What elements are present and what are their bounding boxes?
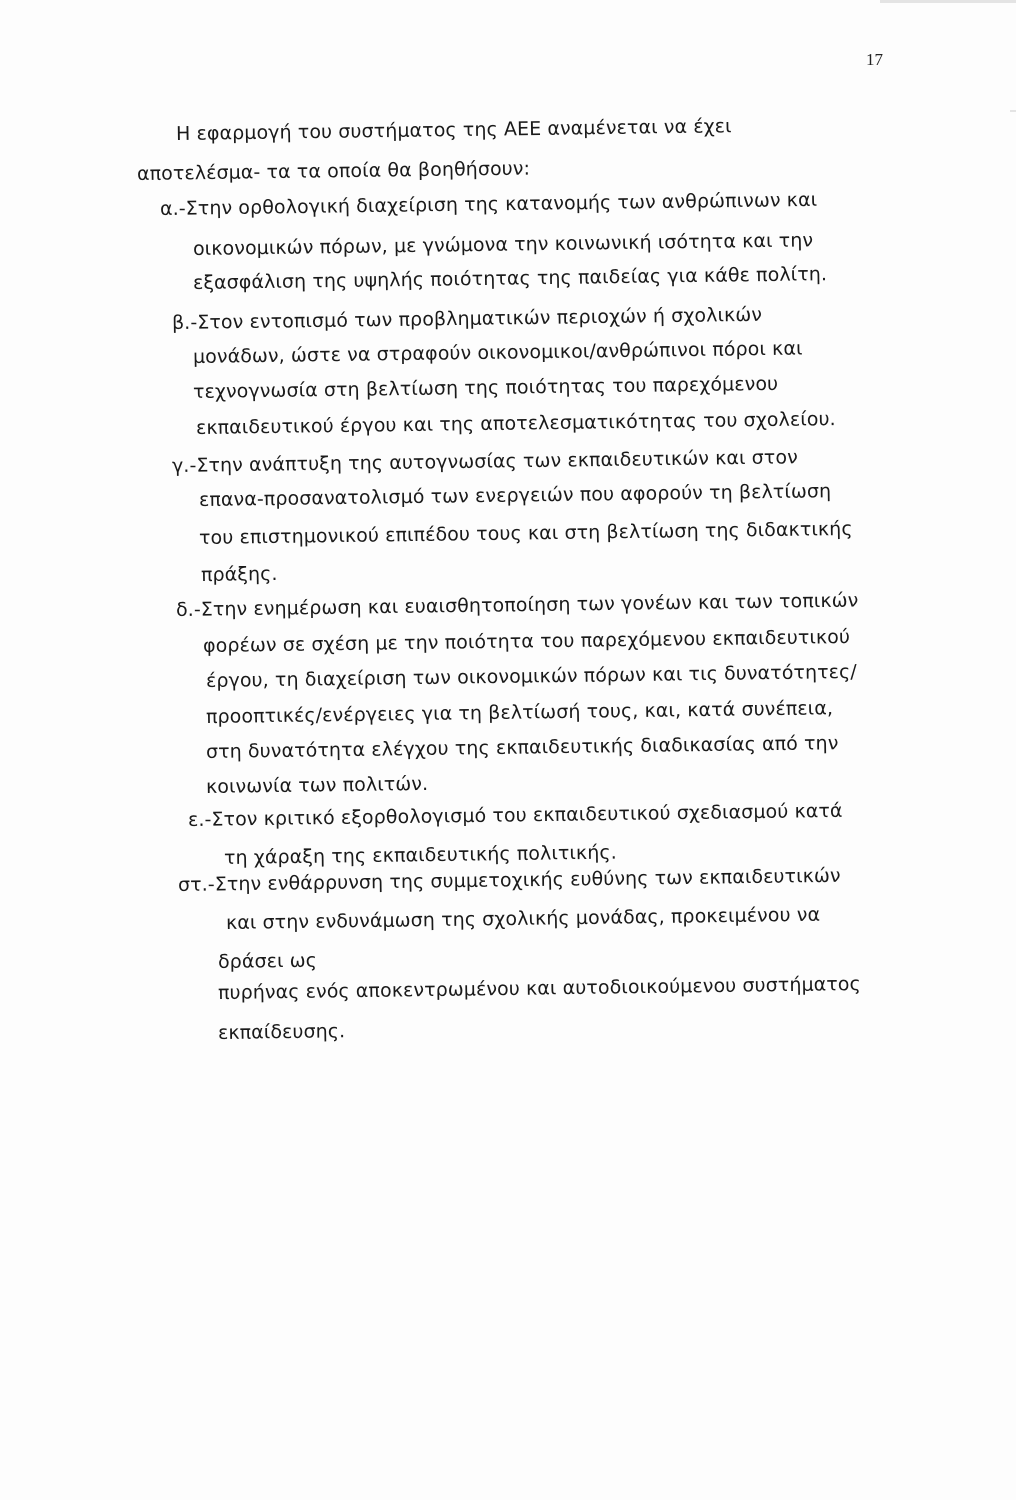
body-line: οικονομικών πόρων, με γνώμονα την κοινωνική ισότητα και την bbox=[192, 229, 814, 260]
body-line: πράξης. bbox=[200, 562, 278, 586]
body-line: ε.-Στον κριτικό εξορθολογισμό του εκπαιδευτικού σχεδιασμού κατά bbox=[187, 799, 843, 831]
body-line: εξασφάλιση της υψηλής ποιότητας της παιδείας για κάθε πολίτη. bbox=[192, 263, 828, 294]
page-number: 17 bbox=[866, 50, 883, 69]
scan-edge-mark bbox=[1010, 110, 1016, 112]
body-line: φορέων σε σχέση με την ποιότητα του παρεχόμενου εκπαιδευτικού bbox=[202, 625, 851, 657]
body-line: προοπτικές/ενέργειες για τη βελτίωσή τους, και, κατά συνέπεια, bbox=[205, 697, 834, 728]
body-line: πυρήνας ενός αποκεντρωμένου και αυτοδιοικούμενου συστήματος bbox=[217, 973, 861, 1004]
body-line: στ.-Στην ενθάρρυνση της συμμετοχικής ευθύνης των εκπαιδευτικών bbox=[177, 864, 841, 896]
body-line: τη χάραξη της εκπαιδευτικής πολιτικής. bbox=[223, 841, 617, 869]
body-line: και στην ενδυνάμωση της σχολικής μονάδας, προκειμένου να bbox=[225, 903, 821, 934]
body-line: δ.-Στην ενημέρωση και ευαισθητοποίηση των γονέων και των τοπικών bbox=[175, 589, 859, 621]
body-line: εκπαίδευσης. bbox=[217, 1020, 346, 1044]
body-line: του επιστημονικού επιπέδου τους και στη βελτίωση της διδακτικής bbox=[198, 517, 853, 549]
body-line: στη δυνατότητα ελέγχου της εκπαιδευτικής διαδικασίας από την bbox=[205, 732, 839, 763]
body-line: αποτελέσμα- τα τα οποία θα βοηθήσουν: bbox=[136, 157, 531, 185]
body-line: τεχνογνωσία στη βελτίωση της ποιότητας του παρεχόμενου bbox=[192, 372, 779, 403]
body-line: μονάδων, ώστε να στραφούν οικονομικοι/ανθρώπινοι πόροι και bbox=[192, 337, 803, 368]
body-line: δράσει ως bbox=[217, 949, 318, 973]
body-line: κοινωνία των πολιτών. bbox=[205, 772, 429, 798]
body-line: α.-Στην ορθολογική διαχείριση της κατανομής των ανθρώπινων και bbox=[159, 188, 818, 220]
scan-edge-mark bbox=[880, 0, 1016, 3]
body-line: Η εφαρμογή του συστήματος της ΑΕΕ αναμένεται να έχει bbox=[175, 115, 732, 145]
body-line: εκπαιδευτικού έργου και της αποτελεσματικότητας του σχολείου. bbox=[195, 408, 836, 439]
body-line: γ.-Στην ανάπτυξη της αυτογνωσίας των εκπαιδευτικών και στον bbox=[171, 446, 798, 477]
body-line: έργου, τη διαχείριση των οικονομικών πόρων και τις δυνατότητες/ bbox=[205, 660, 857, 692]
body-line: επανα-προσανατολισμό των ενεργειών που αφορούν τη βελτίωση bbox=[198, 480, 832, 511]
body-line: β.-Στον εντοπισμό των προβληματικών περιοχών ή σχολικών bbox=[171, 303, 763, 334]
